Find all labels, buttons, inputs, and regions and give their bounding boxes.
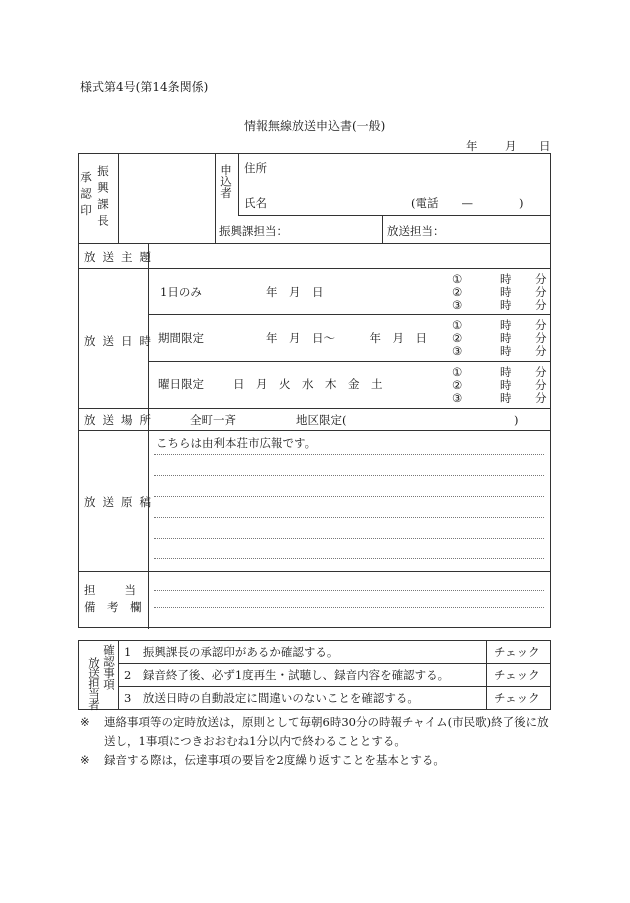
place-option-district: 地区限定( — [296, 413, 347, 427]
address-label: 住所 — [244, 161, 267, 175]
note-mark: ※ — [80, 715, 90, 729]
phone-label: (電話 — ) — [411, 196, 524, 210]
slot-number: ③ — [452, 298, 463, 312]
form-number: 様式第4号(第14条関係) — [80, 80, 209, 94]
slot-number: ① — [452, 365, 463, 379]
place-label: 放送場所 — [84, 413, 158, 427]
note-mark: ※ — [80, 753, 90, 767]
slot-number: ① — [452, 318, 463, 332]
schedule-type-weekday: 曜日限定 — [158, 377, 204, 391]
remarks-label-1: 担 当 — [84, 583, 138, 597]
check-item-text: 2 録音終了後、必ず1度再生・試聴し、録音内容を確認する。 — [124, 668, 450, 682]
note-line: 録音する際は，伝達事項の要旨を2度繰り返すことを基本とする。 — [104, 753, 445, 767]
slot-number: ② — [452, 378, 463, 392]
applicant-label: 申込者 — [219, 164, 233, 199]
slot-hour: 時 — [500, 318, 512, 332]
slot-minute: 分 — [535, 298, 547, 312]
broadcast-staff-label: 放送担当： — [387, 224, 445, 238]
slot-number: ② — [452, 285, 463, 299]
slot-hour: 時 — [500, 331, 512, 345]
slot-hour: 時 — [500, 344, 512, 358]
approval-label-1: 振興課長 — [96, 165, 110, 231]
slot-minute: 分 — [535, 378, 547, 392]
slot-hour: 時 — [500, 285, 512, 299]
slot-hour: 時 — [500, 378, 512, 392]
check-side-label-1: 確認事項 — [102, 644, 116, 690]
schedule-label: 放送日時 — [84, 334, 158, 348]
schedule-type-single: 1日のみ — [160, 285, 202, 299]
check-side-label-2: 放送担当者 — [87, 657, 101, 710]
slot-minute: 分 — [535, 331, 547, 345]
place-option-all: 全町一斉 — [190, 413, 236, 427]
slot-minute: 分 — [535, 344, 547, 358]
check-item-text: 3 放送日時の自動設定に間違いのないことを確認する。 — [124, 691, 419, 705]
place-option-close: ) — [514, 413, 519, 427]
manuscript-first-line: こちらは由利本荘市広報です。 — [156, 436, 317, 450]
name-label: 氏名 — [244, 196, 267, 210]
slot-number: ③ — [452, 344, 463, 358]
note-line: 連絡事項等の定時放送は，原則として毎朝6時30分の時報チャイム(市民歌)終了後に放 — [104, 715, 549, 729]
approval-label-2: 承認印 — [79, 171, 93, 221]
date-day: 日 — [539, 139, 551, 153]
form-title: 情報無線放送申込書(一般) — [244, 119, 386, 133]
slot-number: ② — [452, 331, 463, 345]
remarks-label-2: 備 考 欄 — [84, 600, 142, 614]
slot-minute: 分 — [535, 285, 547, 299]
slot-minute: 分 — [535, 365, 547, 379]
check-item-action: チェック — [494, 691, 540, 705]
check-item-action: チェック — [494, 645, 540, 659]
topic-label: 放送主題 — [84, 250, 158, 264]
slot-number: ① — [452, 272, 463, 286]
slot-minute: 分 — [535, 391, 547, 405]
date-year: 年 — [466, 139, 478, 153]
slot-hour: 時 — [500, 365, 512, 379]
check-item-text: 1 振興課長の承認印があるか確認する。 — [124, 645, 339, 659]
slot-hour: 時 — [500, 298, 512, 312]
check-item-action: チェック — [494, 668, 540, 682]
manuscript-label: 放送原稿 — [84, 495, 158, 509]
date-month: 月 — [505, 139, 517, 153]
schedule-date-single: 年 月 日 — [266, 285, 324, 299]
note-line: 送し，1事項につきおおむね1分以内で終わることとする。 — [104, 734, 406, 748]
promotion-staff-label: 振興課担当： — [219, 224, 288, 238]
slot-minute: 分 — [535, 318, 547, 332]
schedule-date-weekday: 日 月 火 水 木 金 土 — [233, 377, 383, 391]
slot-minute: 分 — [535, 272, 547, 286]
slot-hour: 時 — [500, 391, 512, 405]
schedule-date-period: 年 月 日〜 年 月 日 — [266, 331, 427, 345]
schedule-type-period: 期間限定 — [158, 331, 204, 345]
slot-number: ③ — [452, 391, 463, 405]
slot-hour: 時 — [500, 272, 512, 286]
